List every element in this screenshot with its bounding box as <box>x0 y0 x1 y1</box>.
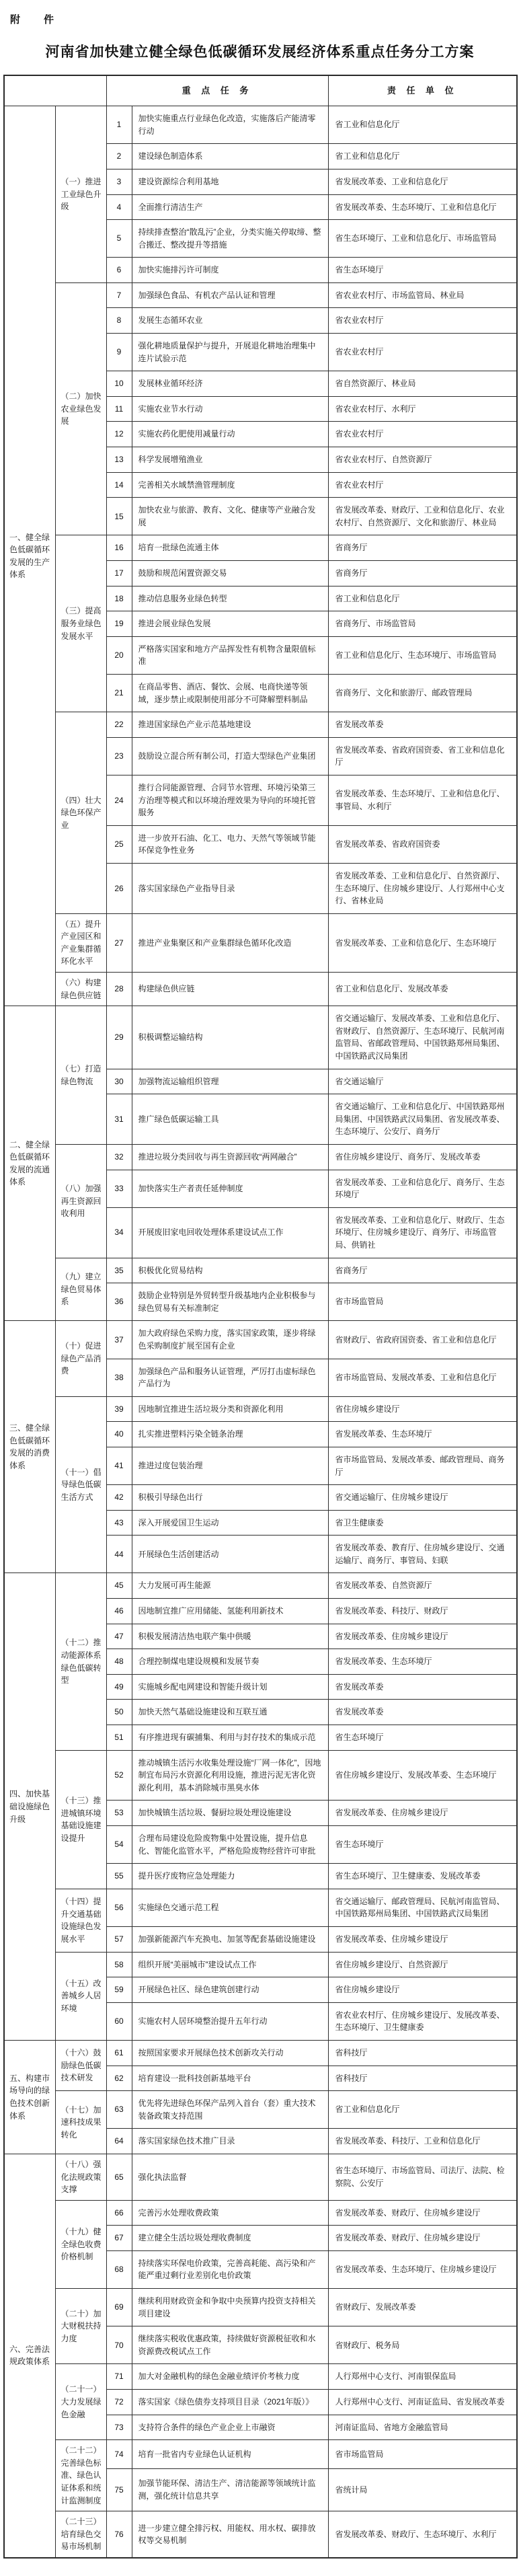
task-cell: 开展绿色社区、绿色建筑创建行动 <box>132 1977 328 2003</box>
responsible-unit-cell: 省财政厅、税务局 <box>328 2326 517 2364</box>
task-number-cell: 11 <box>106 396 132 422</box>
task-cell: 按照国家要求开展绿色技术创新攻关行动 <box>132 2040 328 2066</box>
task-cell: 在商品零售、酒店、餐饮、会展、电商快递等领域，逐步禁止或限制使用部分不可降解塑料制品 <box>132 674 328 712</box>
subcategory-cell: （二十一）大力发展绿色金融 <box>55 2364 106 2440</box>
responsible-unit-cell: 省生态环境厅、工业和信息化厅、市场监管局 <box>328 220 517 258</box>
responsible-unit-cell: 省发展改革委、财政厅、住房城乡建设厅 <box>328 2226 517 2251</box>
task-cell: 鼓励和规范闲置资源交易 <box>132 561 328 586</box>
table-row <box>4 2511 517 2558</box>
task-cell: 加快落实生产者责任延伸制度 <box>132 1170 328 1207</box>
task-number-cell: 56 <box>106 1889 132 1926</box>
table-row <box>4 1396 517 1422</box>
responsible-unit-cell: 省发展改革委、住房城乡建设厅 <box>328 1926 517 1952</box>
subcategory-cell: （二十）加大财税扶持力度 <box>55 2289 106 2364</box>
category-cell: 四、加快基础设施绿色升级 <box>4 1573 55 2040</box>
task-number-cell: 25 <box>106 825 132 863</box>
task-cell: 实施城乡配电网建设和智能升级计划 <box>132 1674 328 1700</box>
subcategory-cell: （三）提高服务业绿色发展水平 <box>55 535 106 712</box>
task-cell: 加大政府绿色采购力度，落实国家政策，逐步将绿色采购制度扩展至国有企业 <box>132 1321 328 1359</box>
category-cell: 三、健全绿色低碳循环发展的消费体系 <box>4 1321 55 1573</box>
subcategory-cell: （四）壮大绿色环保产业 <box>55 712 106 914</box>
subcategory-cell: （十三）推进城镇环境基础设施建设提升 <box>55 1750 106 1889</box>
task-cell: 发展生态循环农业 <box>132 308 328 334</box>
task-cell: 推进会展业绿色发展 <box>132 611 328 637</box>
responsible-unit-cell: 省商务厅 <box>328 535 517 561</box>
task-cell: 积极调整运输结构 <box>132 1006 328 1069</box>
task-cell: 推动城镇生活污水收集处理设施“厂网一体化”，因地制宜布局污水资源化利用设施，推进污泥无害化资源化利用，基本消除城市黑臭水体 <box>132 1750 328 1801</box>
task-number-cell: 62 <box>106 2066 132 2091</box>
task-cell: 实施农药化肥使用减量行动 <box>132 422 328 447</box>
responsible-unit-cell: 省交通运输厅、邮政管理局、民航河南监管局、中国铁路郑州局集团、中国铁路武汉局集团 <box>328 1889 517 1926</box>
task-cell: 发展林业循环经济 <box>132 371 328 397</box>
table-row <box>4 2364 517 2390</box>
task-cell: 建设绿色制造体系 <box>132 144 328 169</box>
responsible-unit-cell: 人行郑州中心支行、河南银保监局 <box>328 2364 517 2390</box>
category-cell: 二、健全绿色低碳循环发展的流通体系 <box>4 1006 55 1321</box>
responsible-unit-cell: 省交通运输厅 <box>328 1069 517 1094</box>
task-number-cell: 15 <box>106 498 132 535</box>
task-cell: 支持符合条件的绿色产业企业上市融资 <box>132 2415 328 2440</box>
task-cell: 持续落实环保电价政策，完善高耗能、高污染和产能严重过剩行业差别化电价政策 <box>132 2250 328 2288</box>
responsible-unit-cell: 省发展改革委、财政厅、生态环境厅、水利厅 <box>328 2511 517 2558</box>
task-number-cell: 48 <box>106 1649 132 1675</box>
task-cell: 因地制宜推广应用储能、氢能利用新技术 <box>132 1599 328 1624</box>
task-cell: 实施农业节水行动 <box>132 396 328 422</box>
task-number-cell: 10 <box>106 371 132 397</box>
table-row <box>4 2154 517 2200</box>
task-cell: 完善污水处理收费政策 <box>132 2200 328 2226</box>
task-cell: 推广绿色低碳运输工具 <box>132 1094 328 1145</box>
responsible-unit-cell: 省交通运输厅、发展改革委、工业和信息化厅、省财政厅、自然资源厅、生态环境厅、民航河南监管局、省邮政管理局、中国铁路郑州局集团、中国铁路武汉局集团 <box>328 1006 517 1069</box>
task-number-cell: 65 <box>106 2154 132 2200</box>
responsible-unit-cell: 省住房城乡建设厅 <box>328 1396 517 1422</box>
task-number-cell: 38 <box>106 1359 132 1396</box>
table-row <box>4 1258 517 1283</box>
task-cell: 继续落实税收优惠政策，持续做好资源税征收和水资源费改税试点工作 <box>132 2326 328 2364</box>
table-row <box>4 2200 517 2226</box>
task-cell: 实施绿色交通示范工程 <box>132 1889 328 1926</box>
table-row <box>4 973 517 1006</box>
task-cell: 完善相关水域禁渔管理制度 <box>132 472 328 498</box>
task-number-cell: 17 <box>106 561 132 586</box>
responsible-unit-cell: 省市场监管局、发展改革委、工业和信息化厅 <box>328 1359 517 1396</box>
responsible-unit-cell: 省住房城乡建设厅 <box>328 1977 517 2003</box>
task-cell: 开展绿色生活创建活动 <box>132 1536 328 1573</box>
responsible-unit-cell: 省农业农村厅、水利厅 <box>328 396 517 422</box>
task-cell: 加快天然气基础设施建设和互联互通 <box>132 1700 328 1725</box>
task-cell: 科学发展增殖渔业 <box>132 447 328 473</box>
category-cell: 一、健全绿色低碳循环发展的生产体系 <box>4 106 55 1006</box>
table-row <box>4 2091 517 2129</box>
task-cell: 加强新能源汽车充换电、加氢等配套基础设施建设 <box>132 1926 328 1952</box>
task-number-cell: 2 <box>106 144 132 169</box>
task-number-cell: 5 <box>106 220 132 258</box>
table-row <box>4 1006 517 1069</box>
responsible-unit-cell: 省发展改革委、工业和信息化厅 <box>328 169 517 194</box>
responsible-unit-cell: 省发展改革委、生态环境厅 <box>328 1422 517 1447</box>
responsible-unit-cell: 省工业和信息化厅 <box>328 144 517 169</box>
table-row <box>4 1321 517 1359</box>
table-header <box>4 75 517 106</box>
table-row <box>4 2040 517 2066</box>
task-cell: 加快城镇生活垃圾、餐厨垃圾处理设施建设 <box>132 1801 328 1826</box>
responsible-unit-cell: 省农业农村厅 <box>328 334 517 371</box>
responsible-unit-cell: 省财政厅、省政府国资委、省工业和信息化厅 <box>328 1321 517 1359</box>
task-cell: 推进国家绿色产业示范基地建设 <box>132 712 328 738</box>
responsible-unit-cell: 省工业和信息化厅 <box>328 586 517 611</box>
responsible-unit-cell: 省发展改革委、生态环境厅、工业和信息化厅、事管局、水利厅 <box>328 775 517 825</box>
task-number-cell: 41 <box>106 1447 132 1484</box>
task-cell: 建设资源综合利用基地 <box>132 169 328 194</box>
task-number-cell: 50 <box>106 1700 132 1725</box>
task-cell: 积极优化贸易结构 <box>132 1258 328 1283</box>
task-number-cell: 69 <box>106 2289 132 2326</box>
task-number-cell: 23 <box>106 737 132 775</box>
subcategory-cell: （九）建立绿色贸易体系 <box>55 1258 106 1321</box>
responsible-unit-cell: 省自然资源厅、林业局 <box>328 371 517 397</box>
task-number-cell: 49 <box>106 1674 132 1700</box>
responsible-unit-cell: 省住房城乡建设厅、发展改革委、生态环境厅 <box>328 1750 517 1801</box>
subcategory-cell: （十）促进绿色产品消费 <box>55 1321 106 1396</box>
task-number-cell: 39 <box>106 1396 132 1422</box>
task-number-cell: 26 <box>106 863 132 913</box>
subcategory-cell: （五）提升产业园区和产业集群循环化水平 <box>55 913 106 972</box>
task-cell: 推进垃圾分类回收与再生资源回收“两网融合” <box>132 1145 328 1170</box>
task-number-cell: 22 <box>106 712 132 738</box>
responsible-unit-cell: 省发展改革委、财政厅、工业和信息化厅、农业农村厅、自然资源厅、文化和旅游厅、林业局 <box>328 498 517 535</box>
attachment-label: 附 件 <box>10 14 61 26</box>
task-cell: 推进产业集聚区和产业集群绿色循环化改造 <box>132 913 328 972</box>
task-number-cell: 42 <box>106 1485 132 1511</box>
task-table <box>3 75 518 2559</box>
responsible-unit-cell: 省财政厅、发展改革委 <box>328 2289 517 2326</box>
table-row <box>4 1889 517 1926</box>
task-number-cell: 72 <box>106 2390 132 2415</box>
subcategory-cell: （十九）健全绿色收费价格机制 <box>55 2200 106 2288</box>
column-header-tasks: 重 点 任 务 <box>106 75 328 106</box>
table-row <box>4 1750 517 1801</box>
responsible-unit-cell: 省发展改革委、住房城乡建设厅 <box>328 1801 517 1826</box>
responsible-unit-cell: 省农业农村厅、住房城乡建设厅、发展改革委、生态环境厅、卫生健康委 <box>328 2002 517 2040</box>
subcategory-cell: （十六）鼓励绿色低碳技术研发 <box>55 2040 106 2090</box>
responsible-unit-cell: 省发展改革委、财政厅、住房城乡建设厅 <box>328 2200 517 2226</box>
responsible-unit-cell: 省发展改革委、省政府国资委、省工业和信息化厅 <box>328 737 517 775</box>
responsible-unit-cell: 省发展改革委、科技厅、工业和信息化厅 <box>328 2129 517 2154</box>
task-cell: 持续排查整治“散乱污”企业，分类实施关停取缔、整合搬迁、整改提升等措施 <box>132 220 328 258</box>
responsible-unit-cell: 省商务厅 <box>328 561 517 586</box>
responsible-unit-cell: 省工业和信息化厅、发展改革委 <box>328 973 517 1006</box>
task-cell: 加快实施重点行业绿色化改造，实施落后产能清零行动 <box>132 106 328 144</box>
task-cell: 扎实推进塑料污染全链条治理 <box>132 1422 328 1447</box>
task-cell: 推行合同能源管理、合同节水管理、环境污染第三方治理等模式和以环境治理效果为导向的环境托管服务 <box>132 775 328 825</box>
responsible-unit-cell: 省农业农村厅、自然资源厅 <box>328 447 517 473</box>
task-number-cell: 47 <box>106 1624 132 1649</box>
task-number-cell: 13 <box>106 447 132 473</box>
task-number-cell: 76 <box>106 2511 132 2558</box>
category-cell: 六、完善法规政策体系 <box>4 2154 55 2558</box>
task-number-cell: 57 <box>106 1926 132 1952</box>
responsible-unit-cell: 省发展改革委 <box>328 1700 517 1725</box>
task-cell: 提升医疗废物应急处理能力 <box>132 1864 328 1889</box>
responsible-unit-cell: 省科技厅 <box>328 2066 517 2091</box>
task-cell: 继续利用财政资金和争取中央预算内投资支持相关项目建设 <box>132 2289 328 2326</box>
task-cell: 合理布局建设危险废物集中处置设施，提升信息化、智能化监管水平，严格危险废物经营许可审批 <box>132 1826 328 1864</box>
responsible-unit-cell: 省农业农村厅 <box>328 422 517 447</box>
task-number-cell: 16 <box>106 535 132 561</box>
page-title: 河南省加快建立健全绿色低碳循环发展经济体系重点任务分工方案 <box>45 44 475 60</box>
task-number-cell: 55 <box>106 1864 132 1889</box>
task-cell: 加强绿色产品和服务认证管理，严厉打击虚标绿色产品行为 <box>132 1359 328 1396</box>
subcategory-cell: （七）打造绿色物流 <box>55 1006 106 1145</box>
task-number-cell: 54 <box>106 1826 132 1864</box>
task-cell: 进一步建立健全排污权、用能权、用水权、碳排放权等交易机制 <box>132 2511 328 2558</box>
task-number-cell: 71 <box>106 2364 132 2390</box>
task-number-cell: 68 <box>106 2250 132 2288</box>
table-row <box>4 1145 517 1170</box>
responsible-unit-cell: 省发展改革委 <box>328 712 517 738</box>
subcategory-cell: （二十三）培育绿色交易市场机制 <box>55 2511 106 2558</box>
task-cell: 优先将先进绿色环保产品列入首台（套）重大技术装备政策支持范围 <box>132 2091 328 2129</box>
responsible-unit-cell: 省交通运输厅、工业和信息化厅、中国铁路郑州局集团、中国铁路武汉局集团、省发展改革委、生态环境厅、公安厅、商务厅 <box>328 1094 517 1145</box>
task-number-cell: 75 <box>106 2468 132 2511</box>
task-cell: 建立健全生活垃圾处理收费制度 <box>132 2226 328 2251</box>
task-number-cell: 40 <box>106 1422 132 1447</box>
task-cell: 组织开展“美丽城市”建设试点工作 <box>132 1952 328 1977</box>
task-number-cell: 67 <box>106 2226 132 2251</box>
table-row <box>4 106 517 144</box>
table-row <box>4 1573 517 1599</box>
task-cell: 严格落实国家和地方产品挥发性有机物含量限值标准 <box>132 636 328 674</box>
task-number-cell: 29 <box>106 1006 132 1069</box>
task-cell: 加强节能环保、清洁生产、清洁能源等领域统计监测，强化统计信息共享 <box>132 2468 328 2511</box>
task-cell: 推动信息服务业绿色转型 <box>132 586 328 611</box>
task-number-cell: 73 <box>106 2415 132 2440</box>
task-number-cell: 33 <box>106 1170 132 1207</box>
task-cell: 进一步放开石油、化工、电力、天然气等领域节能环保竞争性业务 <box>132 825 328 863</box>
responsible-unit-cell: 省市场监管局、发展改革委、邮政管理局、商务厅 <box>328 1447 517 1484</box>
task-cell: 合理控制煤电建设规模和发展节奏 <box>132 1649 328 1675</box>
task-number-cell: 4 <box>106 194 132 220</box>
responsible-unit-cell: 省住房城乡建设厅、商务厅、发展改革委 <box>328 1145 517 1170</box>
task-number-cell: 21 <box>106 674 132 712</box>
table-row <box>4 535 517 561</box>
responsible-unit-cell: 省农业农村厅、市场监管局、林业局 <box>328 282 517 308</box>
category-cell: 五、构建市场导向的绿色技术创新体系 <box>4 2040 55 2154</box>
task-number-cell: 6 <box>106 258 132 283</box>
task-number-cell: 18 <box>106 586 132 611</box>
task-number-cell: 59 <box>106 1977 132 2003</box>
task-cell: 实施农村人居环境整治提升五年行动 <box>132 2002 328 2040</box>
task-cell: 培育一批绿色流通主体 <box>132 535 328 561</box>
responsible-unit-cell: 省发展改革委、教育厅、住房城乡建设厅、交通运输厅、商务厅、事管局、妇联 <box>328 1536 517 1573</box>
table-row <box>4 2289 517 2326</box>
task-cell: 鼓励企业特别是外贸转型升级基地内企业积极参与绿色贸易有关标准制定 <box>132 1283 328 1321</box>
task-number-cell: 64 <box>106 2129 132 2154</box>
responsible-unit-cell: 省工业和信息化厅 <box>328 2091 517 2129</box>
responsible-unit-cell: 省发展改革委、工业和信息化厅、商务厅、生态环境厅 <box>328 1170 517 1207</box>
subcategory-cell: （十八）强化法规政策支撑 <box>55 2154 106 2200</box>
task-cell: 培育建设一批科技创新基地平台 <box>132 2066 328 2091</box>
responsible-unit-cell: 人行郑州中心支行、河南证监局、省发展改革委 <box>328 2390 517 2415</box>
responsible-unit-cell: 河南证监局、省地方金融监管局 <box>328 2415 517 2440</box>
table-header-row <box>4 75 517 106</box>
task-number-cell: 60 <box>106 2002 132 2040</box>
task-number-cell: 58 <box>106 1952 132 1977</box>
task-number-cell: 9 <box>106 334 132 371</box>
subcategory-cell: （十一）倡导绿色低碳生活方式 <box>55 1396 106 1573</box>
task-number-cell: 14 <box>106 472 132 498</box>
subcategory-cell: （一）推进工业绿色升级 <box>55 106 106 283</box>
responsible-unit-cell: 省发展改革委 <box>328 1674 517 1700</box>
responsible-unit-cell: 省工业和信息化厅 <box>328 106 517 144</box>
task-number-cell: 61 <box>106 2040 132 2066</box>
task-cell: 加强绿色食品、有机农产品认证和管理 <box>132 282 328 308</box>
task-number-cell: 44 <box>106 1536 132 1573</box>
responsible-unit-cell: 省交通运输厅、住房城乡建设厅 <box>328 1485 517 1511</box>
table-row <box>4 1952 517 1977</box>
task-cell: 全面推行清洁生产 <box>132 194 328 220</box>
task-number-cell: 8 <box>106 308 132 334</box>
responsible-unit-cell: 省生态环境厅、市场监管局、司法厅、法院、检察院、公安厅 <box>328 2154 517 2200</box>
subcategory-cell: （十七）加速科技成果转化 <box>55 2091 106 2154</box>
task-cell: 强化耕地质量保护与提升，开展退化耕地治理集中连片试验示范 <box>132 334 328 371</box>
responsible-unit-cell: 省发展改革委、科技厅、财政厅 <box>328 1599 517 1624</box>
task-number-cell: 45 <box>106 1573 132 1599</box>
subcategory-cell: （十五）改善城乡人居环境 <box>55 1952 106 2040</box>
subcategory-cell: （十四）提升交通基础设施绿色发展水平 <box>55 1889 106 1952</box>
responsible-unit-cell: 省商务厅、市场监管局 <box>328 611 517 637</box>
task-cell: 积极引导绿色出行 <box>132 1485 328 1511</box>
responsible-unit-cell: 省农业农村厅 <box>328 472 517 498</box>
task-number-cell: 51 <box>106 1725 132 1751</box>
responsible-unit-cell: 省发展改革委、生态环境厅、住房城乡建设厅 <box>328 2250 517 2288</box>
responsible-unit-cell: 省农业农村厅 <box>328 308 517 334</box>
responsible-unit-cell: 省工业和信息化厅、生态环境厅、市场监管局 <box>328 636 517 674</box>
responsible-unit-cell: 省发展改革委、省政府国资委 <box>328 825 517 863</box>
subcategory-cell: （二十二）完善绿色标准、绿色认证体系和统计监测制度 <box>55 2440 106 2511</box>
responsible-unit-cell: 省统计局 <box>328 2468 517 2511</box>
responsible-unit-cell: 省生态环境厅 <box>328 1826 517 1864</box>
task-cell: 培育一批省内专业绿色认证机构 <box>132 2440 328 2468</box>
task-number-cell: 43 <box>106 1510 132 1536</box>
task-cell: 鼓励设立混合所有制公司，打造大型绿色产业集团 <box>132 737 328 775</box>
task-number-cell: 52 <box>106 1750 132 1801</box>
responsible-unit-cell: 省市场监管局 <box>328 2440 517 2468</box>
task-cell: 落实国家绿色技术推广目录 <box>132 2129 328 2154</box>
table-row <box>4 913 517 972</box>
task-number-cell: 32 <box>106 1145 132 1170</box>
task-number-cell: 20 <box>106 636 132 674</box>
table-row <box>4 712 517 738</box>
task-number-cell: 30 <box>106 1069 132 1094</box>
table-row <box>4 282 517 308</box>
column-header-units: 责 任 单 位 <box>328 75 517 106</box>
responsible-unit-cell: 省发展改革委、自然资源厅 <box>328 1573 517 1599</box>
task-cell: 落实国家《绿色债券支持项目目录（2021年版）》 <box>132 2390 328 2415</box>
subcategory-cell: （八）加强再生资源回收利用 <box>55 1145 106 1258</box>
task-cell: 积极发展清洁热电联产集中供暖 <box>132 1624 328 1649</box>
responsible-unit-cell: 省生态环境厅 <box>328 1725 517 1751</box>
task-cell: 加快实施排污许可制度 <box>132 258 328 283</box>
task-number-cell: 27 <box>106 913 132 972</box>
responsible-unit-cell: 省商务厅 <box>328 1258 517 1283</box>
task-number-cell: 31 <box>106 1094 132 1145</box>
task-cell: 推进过度包装治理 <box>132 1447 328 1484</box>
task-number-cell: 28 <box>106 973 132 1006</box>
responsible-unit-cell: 省发展改革委、生态环境厅、工业和信息化厅 <box>328 194 517 220</box>
task-number-cell: 34 <box>106 1207 132 1258</box>
task-cell: 强化执法监督 <box>132 2154 328 2200</box>
subcategory-cell: （十二）推动能源体系绿色低碳转型 <box>55 1573 106 1750</box>
task-number-cell: 35 <box>106 1258 132 1283</box>
responsible-unit-cell: 省市场监管局 <box>328 1283 517 1321</box>
task-number-cell: 24 <box>106 775 132 825</box>
table-row <box>4 2440 517 2468</box>
responsible-unit-cell: 省发展改革委、工业和信息化厅、生态环境厅 <box>328 913 517 972</box>
task-number-cell: 36 <box>106 1283 132 1321</box>
subcategory-cell: （二）加快农业绿色发展 <box>55 282 106 535</box>
task-number-cell: 1 <box>106 106 132 144</box>
task-cell: 构建绿色供应链 <box>132 973 328 1006</box>
task-table-body <box>4 106 517 2558</box>
task-number-cell: 63 <box>106 2091 132 2129</box>
task-number-cell: 3 <box>106 169 132 194</box>
task-cell: 加快农业与旅游、教育、文化、健康等产业融合发展 <box>132 498 328 535</box>
task-cell: 开展废旧家电回收处理体系建设试点工作 <box>132 1207 328 1258</box>
task-number-cell: 66 <box>106 2200 132 2226</box>
responsible-unit-cell: 省发展改革委、生态环境厅 <box>328 1649 517 1675</box>
task-number-cell: 46 <box>106 1599 132 1624</box>
task-cell: 因地制宜推进生活垃圾分类和资源化利用 <box>132 1396 328 1422</box>
responsible-unit-cell: 省卫生健康委 <box>328 1510 517 1536</box>
task-cell: 有序推进现有碳捕集、利用与封存技术的集成示范 <box>132 1725 328 1751</box>
task-cell: 落实国家绿色产业指导目录 <box>132 863 328 913</box>
responsible-unit-cell: 省科技厅 <box>328 2040 517 2066</box>
task-cell: 加强物流运输组织管理 <box>132 1069 328 1094</box>
task-cell: 加大对金融机构的绿色金融业绩评价考核力度 <box>132 2364 328 2390</box>
responsible-unit-cell: 省发展改革委、工业和信息化厅、自然资源厅、生态环境厅、住房城乡建设厅、人行郑州中心支行、省林业局 <box>328 863 517 913</box>
task-cell: 深入开展爱国卫生运动 <box>132 1510 328 1536</box>
task-number-cell: 37 <box>106 1321 132 1359</box>
task-number-cell: 12 <box>106 422 132 447</box>
responsible-unit-cell: 省发展改革委、住房城乡建设厅 <box>328 1624 517 1649</box>
responsible-unit-cell: 省发展改革委、工业和信息化厅、财政厅、生态环境厅、住房城乡建设厅、商务厅、市场监管局、供销社 <box>328 1207 517 1258</box>
responsible-unit-cell: 省生态环境厅、卫生健康委、发展改革委 <box>328 1864 517 1889</box>
responsible-unit-cell: 省商务厅、文化和旅游厅、邮政管理局 <box>328 674 517 712</box>
responsible-unit-cell: 省生态环境厅 <box>328 258 517 283</box>
task-number-cell: 19 <box>106 611 132 637</box>
responsible-unit-cell: 省住房城乡建设厅、自然资源厅 <box>328 1952 517 1977</box>
task-number-cell: 7 <box>106 282 132 308</box>
task-number-cell: 70 <box>106 2326 132 2364</box>
task-number-cell: 74 <box>106 2440 132 2468</box>
subcategory-cell: （六）构建绿色供应链 <box>55 973 106 1006</box>
header-blank-cell <box>4 75 106 106</box>
task-cell: 大力发展可再生能源 <box>132 1573 328 1599</box>
task-number-cell: 53 <box>106 1801 132 1826</box>
